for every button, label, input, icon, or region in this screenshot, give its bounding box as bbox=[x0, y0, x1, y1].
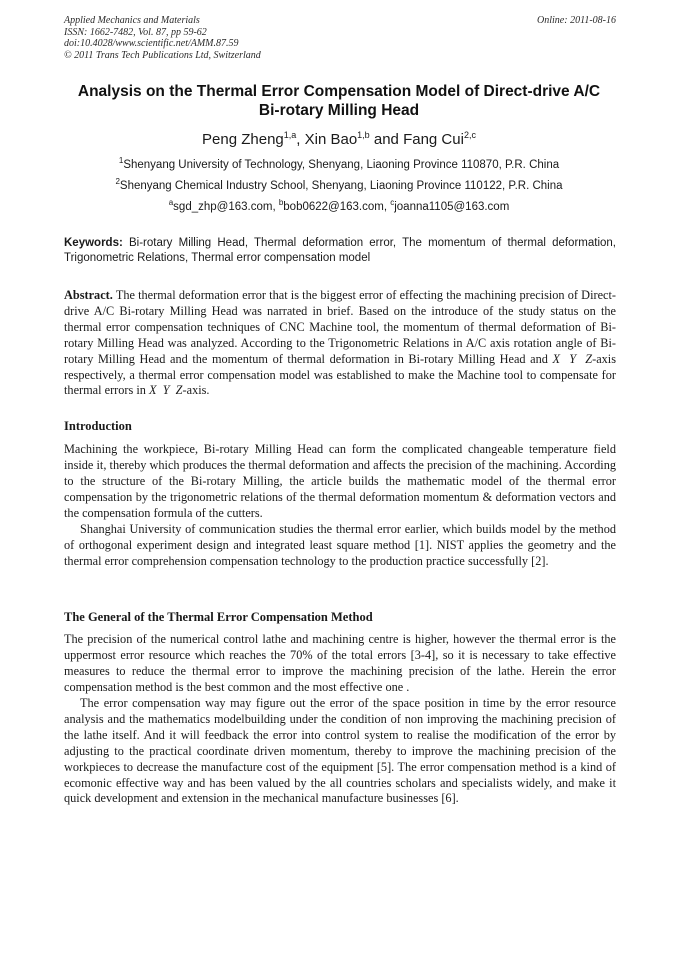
online-date: Online: 2011-08-16 bbox=[537, 15, 616, 26]
affiliation-sup: 1 bbox=[118, 156, 124, 166]
title-line-2: Bi-rotary Milling Head bbox=[258, 102, 420, 119]
author-name: Peng Zheng bbox=[202, 131, 284, 148]
abstract-block bbox=[64, 288, 616, 399]
affiliation-text: Shenyang University of Technology, Shenyang, Liaoning Province 110870, P.R. China bbox=[123, 159, 560, 171]
introduction-paragraph-2: Shanghai University of communication studies the thermal error earlier, which builds model by the method of orthogonal experiment design and integrated least square method [1]. NIST applies the geometry and the thermal error comprehension compensation technology to the production practice successfully [2]. bbox=[64, 522, 616, 568]
title-line-1: Analysis on the Thermal Error Compensation Model of Direct-drive A/C bbox=[77, 83, 601, 100]
keywords-text: Bi-rotary Milling Head, Thermal deformation error, The momentum of thermal deformation, Trigonometric Relations, Thermal error compensation model bbox=[64, 237, 616, 264]
author-name: Fang Cui bbox=[403, 131, 464, 148]
author-separator: and bbox=[369, 131, 404, 148]
abstract-axes: X Y Z bbox=[552, 351, 593, 366]
affiliation-text: Shenyang Chemical Industry School, Shenyang, Liaoning Province 110122, P.R. China bbox=[119, 180, 563, 192]
affiliation-sup: 2 bbox=[115, 177, 120, 187]
section-heading-general: The General of the Thermal Error Compensation Method bbox=[64, 610, 373, 624]
general-paragraph-1: The precision of the numerical control lathe and machining centre is higher, however the thermal error is the uppermost error resource which reaches the 70% of the total errors [3-4], so it is necessary to take effective measures to reduce the thermal error to improve the machining precision of the lathe. Herein the error compensation method is the best common and the most effective one . bbox=[64, 632, 616, 694]
issn: ISSN: 1662-7482, Vol. 87, pp 59-62 bbox=[64, 26, 207, 38]
author-sup: 2,c bbox=[463, 130, 476, 140]
author-list bbox=[0, 131, 678, 149]
email-link[interactable]: bob0622@163.com bbox=[283, 201, 384, 213]
affiliation-1 bbox=[0, 158, 678, 172]
abstract-text: -axis. bbox=[182, 383, 210, 398]
author-name: Xin Bao bbox=[304, 131, 358, 148]
author-sup: 1,b bbox=[357, 130, 370, 140]
email-separator: , bbox=[383, 201, 391, 213]
general-paragraph-2: The error compensation way may figure out the error of the space position in time by the error resource analysis and the mathematics modelbuilding under the condition of non improving the machining precision of the lathe itself. And it will feedback the error into control system to realise the modification of the error by adjusting to the practical coordinate driven momentum, thereby to improve the machining precision of the workpieces to decrease the manufacture cost of the equipment [5]. The error compensation method is a kind of ecomonic effective way and has been valued by the all countries scholars and specialists widely, and make it quick development and extension in the mechanical manufacture businesses [6]. bbox=[64, 696, 616, 806]
introduction-paragraph-1: Machining the workpiece, Bi-rotary Milling Head can form the complicated changeable temperature field inside it, thereby which produces the thermal deformation and affects the precision of the machining. According to the structure of the Bi-rotary Milling, the article builds the mathematic model of the thermal error compensation by the trigonometric relations of the thermal deformation momentum & deformation vectors and the compensation formula of the cutters. bbox=[64, 442, 616, 520]
abstract-axes: X Y Z bbox=[149, 383, 183, 398]
abstract-label: Abstract. bbox=[64, 288, 113, 302]
author-separator: , bbox=[296, 131, 305, 148]
email-sup: c bbox=[390, 198, 395, 208]
email-sup: b bbox=[278, 198, 284, 208]
author-sup: 1,a bbox=[283, 130, 297, 140]
affiliation-2 bbox=[0, 179, 678, 193]
journal-header bbox=[64, 15, 616, 61]
keywords-block bbox=[64, 236, 616, 266]
email-link[interactable]: joanna1105@163.com bbox=[394, 201, 510, 213]
doi: doi:10.4028/www.scientific.net/AMM.87.59 bbox=[64, 38, 239, 49]
email-link[interactable]: sgd_zhp@163.com bbox=[173, 201, 273, 213]
copyright: © 2011 Trans Tech Publications Ltd, Switzerland bbox=[64, 49, 261, 61]
email-sup: a bbox=[168, 198, 174, 208]
abstract-text: -axis respectively, a thermal error compensation model was established to make the Machine tool to compensate for thermal errors in bbox=[64, 351, 617, 398]
paper-title bbox=[50, 82, 628, 120]
journal-name: Applied Mechanics and Materials bbox=[64, 15, 200, 26]
email-separator: , bbox=[272, 201, 279, 213]
section-heading-introduction: Introduction bbox=[64, 419, 132, 433]
keywords-label: Keywords: bbox=[64, 237, 123, 249]
abstract-text: The thermal deformation error that is the biggest error of effecting the machining precision of Direct-drive A/C Bi-rotary Milling Head was narrated in brief. Based on the introduce of the study status on the thermal error compensation techniques of CNC Machine tool, the momentum of thermal deformation of Bi-rotary Milling Head was analyzed. According to the Trigonometric Relations in A/C axis rotation angle of Bi-rotary Milling Head and the momentum of thermal deformation in Bi-rotary Milling Head and bbox=[64, 288, 617, 366]
email-list bbox=[0, 200, 678, 214]
